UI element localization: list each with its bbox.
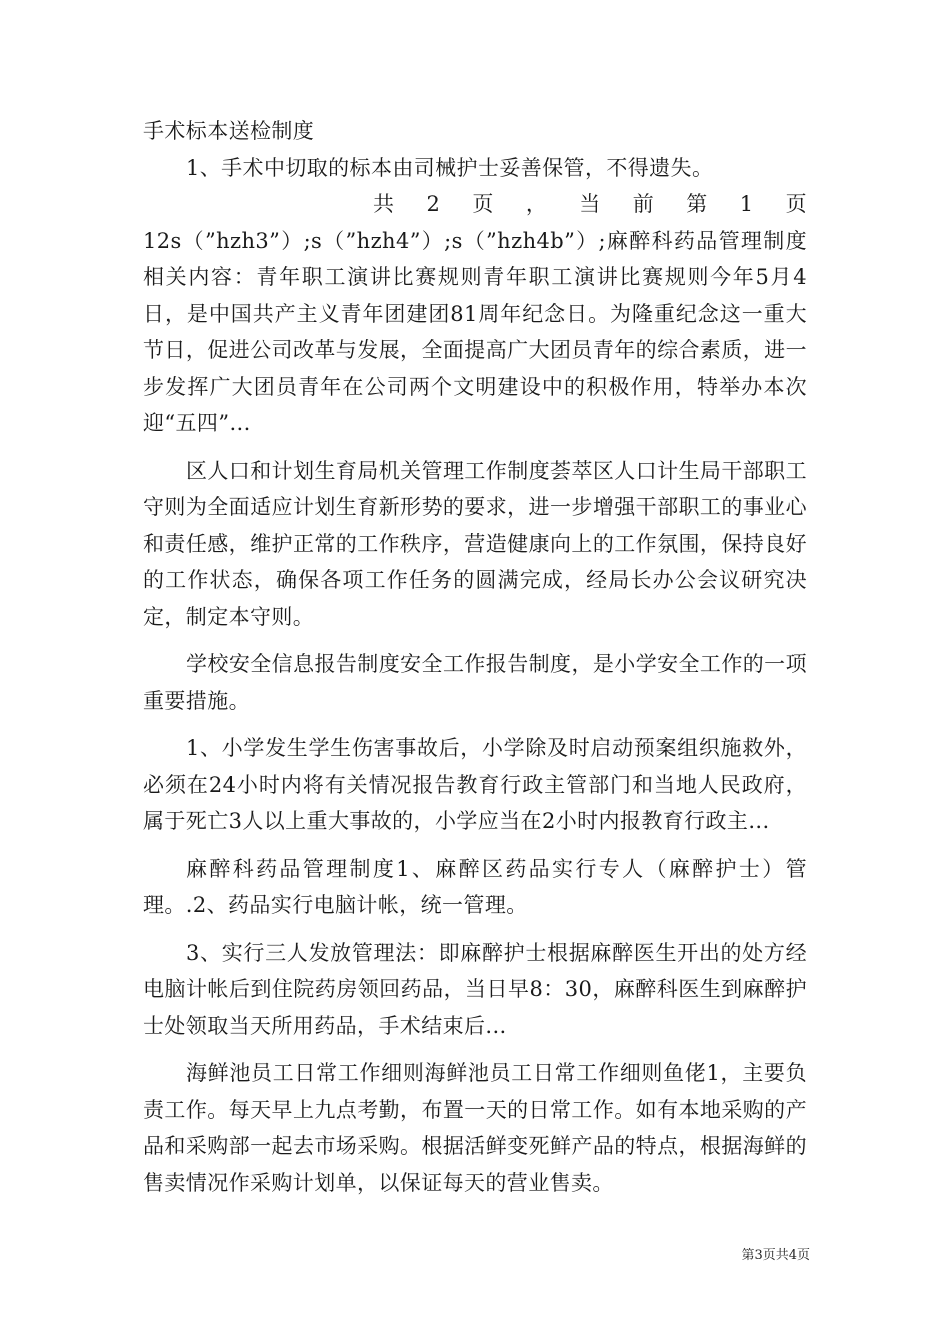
page-counter-token: 当 (579, 192, 601, 216)
page-counter-token: 第 (686, 192, 708, 216)
paragraph-three-person-dispensing: 3、实行三人发放管理法：即麻醉护士根据麻醉医生开出的处方经电脑计帐后到住院药房领回药品，当日早8：30，麻醉科医生到麻醉护士处领取当天所用药品，手术结束后... (143, 940, 807, 1038)
document-title: 手术标本送检制度 (143, 119, 315, 143)
page-counter-token: ， (525, 192, 548, 216)
page-counter-token: 1 (739, 192, 754, 216)
paragraph-seafood-pool-rules: 海鲜池员工日常工作细则海鲜池员工日常工作细则鱼佬1，主要负责工作。每天早上九点考勤，布置一天的日常工作。如有本地采购的产品和采购部一起去市场采购。根据活鲜变死鲜产品的特点，根据海鲜的售卖情况作采购计划单，以保证每天的营业售卖。 (143, 1061, 807, 1195)
page-counter-token: 页 (785, 192, 807, 216)
paragraph-school-safety-report: 学校安全信息报告制度安全工作报告制度，是小学安全工作的一项重要措施。 (143, 652, 807, 713)
page-counter-token: 共 (373, 192, 395, 216)
paragraph-school-accident-procedure: 1、小学发生学生伤害事故后，小学除及时启动预案组织施救外，必须在24小时内将有关情况报告教育行政主管部门和当地人民政府，属于死亡3人以上重大事故的，小学应当在2小时内报教育行政主... (143, 736, 807, 833)
procedure-item-1: 1、手术中切取的标本由司械护士妥善保管，不得遗失。 (186, 155, 714, 180)
page-counter-token: 页 (472, 192, 494, 216)
paragraph-anesthesia-speech-rules: 12s（”hzh3”）;s（”hzh4”）;s（”hzh4b”）;麻醉科药品管理制度相关内容：青年职工演讲比赛规则青年职工演讲比赛规则今年5月4日，是中国共产主义青年团建团81周年纪念日。为隆重纪念这一重大节日，促进公司改革与发展，全面提高广大团员青年的综合素质，进一步发挥广大团员青年在公司两个文明建设中的积极作用，特举办本次迎“五四”... (143, 228, 807, 435)
paragraph-anesthesia-drug-management: 麻醉科药品管理制度1、麻醉区药品实行专人（麻醉护士）管理。.2、药品实行电脑计帐，统一管理。 (143, 856, 807, 917)
paragraph-population-bureau-rules: 区人口和计划生育局机关管理工作制度荟萃区人口计生局干部职工守则为全面适应计划生育新形势的要求，进一步增强干部职工的事业心和责任感，维护正常的工作秩序，营造健康向上的工作氛围，保持良好的工作状态，确保各项工作任务的圆满完成，经局长办公会议研究决定，制定本守则。 (143, 458, 807, 629)
page-footer-counter: 第3页共4页 (741, 1248, 810, 1263)
page-counter-token: 前 (632, 192, 655, 216)
page-counter-line (143, 186, 807, 223)
page-counter-token: 2 (426, 192, 441, 216)
document-body (143, 113, 807, 1201)
